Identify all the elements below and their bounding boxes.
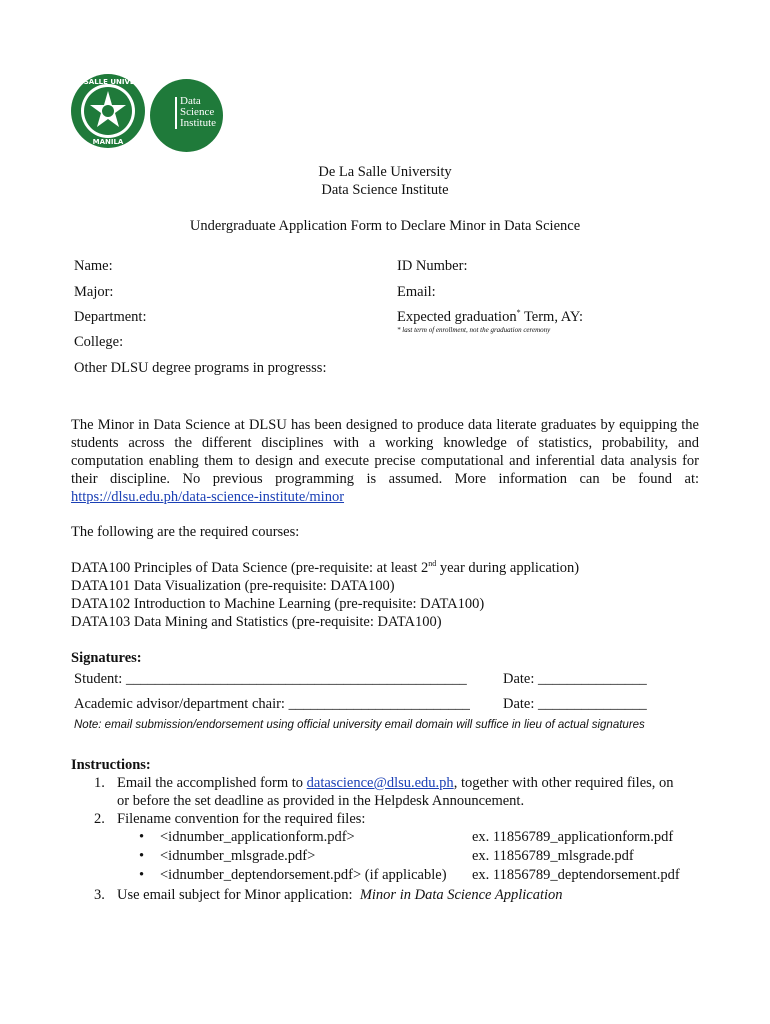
dsi-logo [150,79,223,152]
instruction-1 [117,774,674,792]
courses-heading: The following are the required courses: [71,524,300,540]
filename-applicationform: <idnumber_applicationform.pdf> [160,829,355,845]
course-data100-sup: nd [428,559,437,569]
instruction-number-1: 1. [94,775,105,791]
advisor-signature-line: Academic advisor/department chair: _________________________ [74,696,470,712]
form-title: Undergraduate Application Form to Declare Minor in Data Science [189,218,581,234]
advisor-date-line: Date: _______________ [503,696,647,712]
dsi-logo-line2: Science [180,106,215,118]
bullet-3: • [139,867,145,883]
major-label: Major: [74,284,114,300]
dsi-logo-line1: Data [180,95,201,107]
filename-mlsgrade-example: ex. 11856789_mlsgrade.pdf [472,848,634,864]
course-data102: DATA102 Introduction to Machine Learning (pre-requisite: DATA100) [71,596,485,612]
dlsu-seal-text: DE LA SALLE UNIVERSITY [58,78,158,86]
dlsu-seal-logo [58,73,158,149]
student-date-line: Date: _______________ [503,671,647,687]
instruction-number-3: 3. [94,887,105,903]
instruction-1-text: Email the accomplished form to [117,775,307,791]
filename-applicationform-example: ex. 11856789_applicationform.pdf [472,829,674,845]
course-data100 [71,559,579,577]
expected-graduation-asterisk: * [516,308,521,318]
id-number-label: ID Number: [397,258,468,274]
course-data100-text: DATA100 Principles of Data Science (pre-requisite: at least 2 [71,560,429,576]
email-label: Email: [397,284,436,300]
department-label: Department: [74,309,147,325]
intro-paragraph [71,416,699,506]
instruction-1-line2: or before the set deadline as provided in the Helpdesk Announcement. [117,793,525,809]
instruction-3 [117,886,563,904]
course-data101: DATA101 Data Visualization (pre-requisite: DATA100) [71,578,395,594]
name-label: Name: [74,258,113,274]
dsi-logo-line3: Institute [180,117,217,129]
bullet-1: • [139,829,145,845]
instruction-number-2: 2. [94,811,105,827]
instruction-1-rest: , together with other required files, on [453,775,674,791]
minor-info-link[interactable]: https://dlsu.edu.ph/data-science-institute/minor [71,489,345,505]
course-data103: DATA103 Data Mining and Statistics (pre-requisite: DATA100) [71,614,442,630]
datascience-email-link[interactable]: datascience@dlsu.edu.ph [306,775,454,791]
other-programs-label: Other DLSU degree programs in progresss: [74,360,327,376]
expected-graduation-label [397,308,583,326]
signatures-heading: Signatures: [71,650,142,666]
course-data100-rest: year during application) [436,560,580,576]
dsi-logo-bar [175,97,177,129]
institute-name: Data Science Institute [321,182,449,198]
expected-graduation-text: Expected graduation [397,309,517,325]
instruction-3-text: Use email subject for Minor application: [117,887,353,903]
instructions-heading: Instructions: [71,757,151,773]
student-signature-line: Student: _______________________________________________ [74,671,467,687]
dsi-logo-text [180,96,216,129]
signature-note: Note: email submission/endorsement using official university email domain will suffice in lieu of actual signatures [74,719,645,731]
instruction-2: Filename convention for the required files: [117,811,366,827]
bullet-2: • [139,848,145,864]
email-subject-text: Minor in Data Science Application [359,887,563,903]
college-label: College: [74,334,124,350]
university-name: De La Salle University [318,164,452,180]
filename-deptendorsement-example: ex. 11856789_deptendorsement.pdf [472,867,680,883]
intro-text: The Minor in Data Science at DLSU has been designed to produce data literate graduates by equipping the students across the different disciplines with a working knowledge of statistics, probability, and computation enabling them to design and execute precise computational and inferential data analysis for their discipline. No previous programming is assumed. More information can be found at: [71,417,699,487]
graduation-footnote: * last term of enrollment, not the graduation ceremony [397,326,551,334]
filename-mlsgrade: <idnumber_mlsgrade.pdf> [160,848,316,864]
expected-graduation-term: Term, AY: [520,309,584,325]
filename-deptendorsement: <idnumber_deptendorsement.pdf> (if applicable) [160,867,447,883]
dlsu-seal-manila: MANILA [92,138,124,146]
